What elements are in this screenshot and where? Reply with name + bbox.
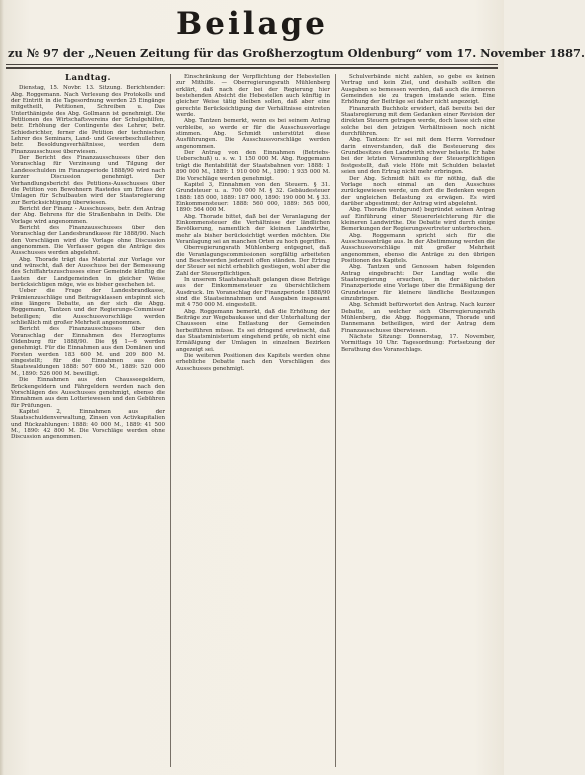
- paragraph: Kapitel 3, Einnahmen von den Steuern. § 31. Grundsteuer u. a. 700 000 M. § 32. Gebäudesteuer 1888: 185 000, 1889: 187 000, 1890: 190 000 M. § 33. Einkommensteuer: 1888: 560 000, 1889: 565 000, 1890: 564 000 M.: [176, 181, 330, 214]
- paragraph: Abg. Roggemann bemerkt, daß die Erhöhung der Beiträge zur Wegebaukasse und der Unterhaltung der Chausseen eine Entlastung der Gemeinden herbeiführen müsse. Es sei dringend erwünscht, daß das Staatsministerium eingehend prüfe, ob nicht eine Ermäßigung der Umlagen in einzelnen Bezirken angezeigt sei.: [176, 308, 330, 353]
- column-3: [335, 74, 500, 767]
- paragraph: Einschränkung der Verpflichtung der Hebestellen zur Mithilfe. — Oberregierungsrath Mühlenberg erklärt, daß nach der bei der Regierung hier bestehenden Absicht die Hebestellen auch künftig in gleicher Weise tätig bleiben sollen, daß aber eine gerechte Berücksichtigung der Verhältnisse eintreten werde.: [176, 74, 330, 119]
- paragraph: Kapitel 2, Einnahmen aus der Staatsschuldenverwaltung, Zinsen von Activkapitalien und Rückzahlungen: 1888: 40 000 M., 1889: 41 500 M., 1890: 42 800 M. Die Vorschläge werden ohne Discussion angenommen.: [11, 408, 165, 441]
- paragraph: Abg. Schmidt befürwortet den Antrag. Nach kurzer Debatte, an welcher sich Oberregierungsrath Mühlenberg, die Abgg. Roggemann, Thorade und Dannemann betheiligen, wird der Antrag dem Finanzausschusse überwiesen.: [341, 302, 495, 334]
- paragraph: Der Abg. Schmidt hält es für nöthig, daß die Vorlage noch einmal an den Ausschuss zurückgewiesen werde, um dort die Bedenken wegen der ungleichen Belastung zu erwägen. Es wird darüber abgestimmt; der Antrag wird abgelehnt.: [341, 175, 495, 207]
- masthead-subtitle: zu № 97 der „Neuen Zeitung für das Großherzogtum Oldenburg“ vom 17. November 1887.: [8, 46, 585, 60]
- paragraph: Abg. Roggemann spricht sich für die Ausschussanträge aus. In der Abstimmung werden die Ausschussvorschläge mit großer Mehrheit angenommen, ebenso die Anträge zu den übrigen Positionen des Kapitels.: [341, 232, 495, 264]
- header-rule-thin: [6, 64, 498, 65]
- paragraph: Die weiteren Positionen des Kapitels werden ohne erhebliche Debatte nach den Vorschlägen des Ausschusses genehmigt.: [176, 353, 330, 372]
- header-rule-thick: [6, 67, 498, 69]
- paragraph: Der Antrag von den Einnahmen (Betriebs-Ueberschuß) u. s. w. 1 150 000 M. Abg. Roggemann trägt die Rentabilität der Staatsbahnen vor: 1888: 1 890 000 M., 1889: 1 910 000 M., 1890: 1 935 000 M. Die Vorschläge werden genehmigt.: [176, 150, 330, 182]
- paragraph: Dienstag, 15. Novbr. 13. Sitzung. Berichtender: Abg. Roggemann. Nach Verlesung des Protokolls und der Eintritt in die Tagesordnung werden 25 Eingänge mitgetheilt, Petitionen, Schreiben u. Das Unterthänigste des Abg. Gollmann ist genehmigt. Die Petitionen des Wirtschaftsvereins der Schulgehilfen, betr. Erhöhung der Contingente des Lehrer, betr. Schiedsrichter, ferner die Petition der technischen Lehrer des Seminars, Land- und Gewerbeschullehrer, betr. Besoldungsverhältnisse, werden dem Finanzausschusse überwiesen.: [11, 85, 165, 155]
- section-title-landtag: Landtag.: [65, 73, 111, 83]
- paragraph: Abg. Tantzen: Er sei mit dem Herrn Vorredner darin einverstanden, daß die Besteuerung des Grundbesitzes den Landwirth schwer belaste. Er habe bei der letzten Versammlung der Steuerpflichtigen festgestellt, daß viele Höfe mit Schulden belastet seien und den Ertrag nicht mehr erbringen.: [341, 137, 495, 176]
- paragraph: Oberregierungsrath Mühlenberg entgegnet, daß die Veranlagungscommissionen sorgfältig arbeiteten und Beschwerden jederzeit offen ständen. Der Ertrag der Steuer sei nicht erheblich gestiegen, wohl aber die Zahl der Steuerpflichtigen.: [176, 245, 330, 277]
- paragraph: Bericht des Finanzausschusses über den Voranschlag der Landesbrandkasse für 1888/90. Nach den Vorschlägen wird die Vorlage ohne Discussion angenommen. Die Verfasser gegen die Anträge des Ausschusses werden abgelehnt.: [11, 224, 165, 257]
- paragraph: Abg. Tantzen bemerkt, wenn es bei seinem Antrag verbleibe, so werde er für die Ausschussvorlage stimmen. Abg. Schmidt unterstützt diese Ausführungen. Die Ausschussvorschläge werden angenommen.: [176, 118, 330, 150]
- column-2: [170, 74, 335, 767]
- masthead-title: Beilage: [176, 6, 328, 42]
- paragraph: Abg. Thorade trägt das Material zur Vorlage vor und wünscht, daß der Ausschuss bei der Bemessung des Schiffahrtszuschusses einer Gemeinde künftig die Lasten der Landgemeinden in gleicher Weise berücksichtigen möge, wie es bisher geschehen ist.: [11, 256, 165, 288]
- paragraph: Finanzrath Buchholz erwidert, daß bereits bei der Staatsregierung mit dem Gedanken einer Revision der direkten Steuern getragen werde, doch lasse sich eine solche bei den jetzigen Verhältnissen noch nicht durchführen.: [341, 105, 495, 138]
- page-edge-shadow: [0, 0, 4, 775]
- paragraph: Der Bericht des Finanzausschusses über den Voranschlag für Verzinsung und Tilgung der Landesschulden im Finanzperiode 1888/90 wird nach kurzer Discussion genehmigt. Der Verhandlungsbericht des Petitions-Ausschusses über die Petition von Bewohnern Rastedes um Erlass der Umlagen für Schulbauten wird der Staatsregierung zur Berücksichtigung überwiesen.: [11, 155, 165, 206]
- paragraph: Die Einnahmen aus den Chausseegeldern, Brückengeldern und Fährgeldern werden nach den Vorschlägen des Ausschusses genehmigt, ebenso die Einnahmen aus dem Lotteriewesen und den Gebühren für Prüfungen.: [11, 377, 165, 409]
- paragraph: In unserem Staatshaushalt gelangen diese Beträge aus der Einkommensteuer zu übersichtlichem Ausdruck. Im Voranschlag der Finanzperiode 1888/90 sind die Staatseinnahmen und Ausgaben insgesamt mit 4 750 000 M. eingestellt.: [176, 277, 330, 309]
- column-1: [6, 74, 170, 767]
- paragraph: Abg. Thorade bittet, daß bei der Veranlagung der Einkommensteuer die Verhältnisse der ländlichen Bevölkerung, namentlich der kleinen Landwirthe, mehr als bisher berücksichtigt werden möchten. Die Veranlagung sei an manchen Orten zu hoch gegriffen.: [176, 213, 330, 245]
- paragraph: Nächste Sitzung: Donnerstag, 17. November, Vormittags 10 Uhr. Tagesordnung: Fortsetzung der Berathung des Voranschlags.: [341, 334, 495, 353]
- paragraph: Bericht des Finanzausschusses über den Voranschlag der Einnahmen des Herzogtums Oldenburg für 1888/90. Die §§ 1—6 werden genehmigt. Für die Einnahmen aus den Domänen und Forsten werden 183 600 M. und 209 800 M. eingestellt; für die Einnahmen aus den Staatswaldungen 1888: 507 600 M., 1889: 520 000 M., 1890: 526 000 M. bewilligt.: [11, 326, 165, 377]
- paragraph: Bericht der Finanz - Ausschusses, betr. den Antrag der Abg. Behrens für die Straßenbahn in Delfs. Die Vorlage wird angenommen.: [11, 205, 165, 225]
- text-columns: [6, 74, 500, 767]
- paragraph: Abg. Thorade (Ruhgrund) begründet seinen Antrag auf Einführung einer Steuererleichterung für die kleineren Landwirthe. Die Debatte wird durch einige Bemerkungen der Regierungsvertreter unterbrochen.: [341, 207, 495, 233]
- paragraph: Abg. Tantzen und Genossen haben folgenden Antrag eingebracht: Der Landtag wolle die Staatsregierung ersuchen, in der nächsten Finanzperiode eine Vorlage über die Ermäßigung der Grundsteuer für kleinere ländliche Besitzungen einzubringen.: [341, 264, 495, 303]
- paragraph: Ueber die Frage der Landesbrandkasse, Prämienzuschläge und Beitragsklassen entspinnt sich eine längere Debatte, an der sich die Abgg. Roggemann, Tantzen und der Regierungs-Commissar beteiligen; die Ausschussvorschläge werden schließlich mit großer Mehrheit angenommen.: [11, 288, 165, 327]
- paragraph: Schulverbände nicht zahlen, so gebe es keinen Vertrag und kein Ziel, und deshalb sollten die Ausgaben so bemessen werden, daß auch die ärmeren Gemeinden sie zu tragen imstande seien. Eine Erhöhung der Beiträge sei daher nicht angezeigt.: [341, 74, 495, 106]
